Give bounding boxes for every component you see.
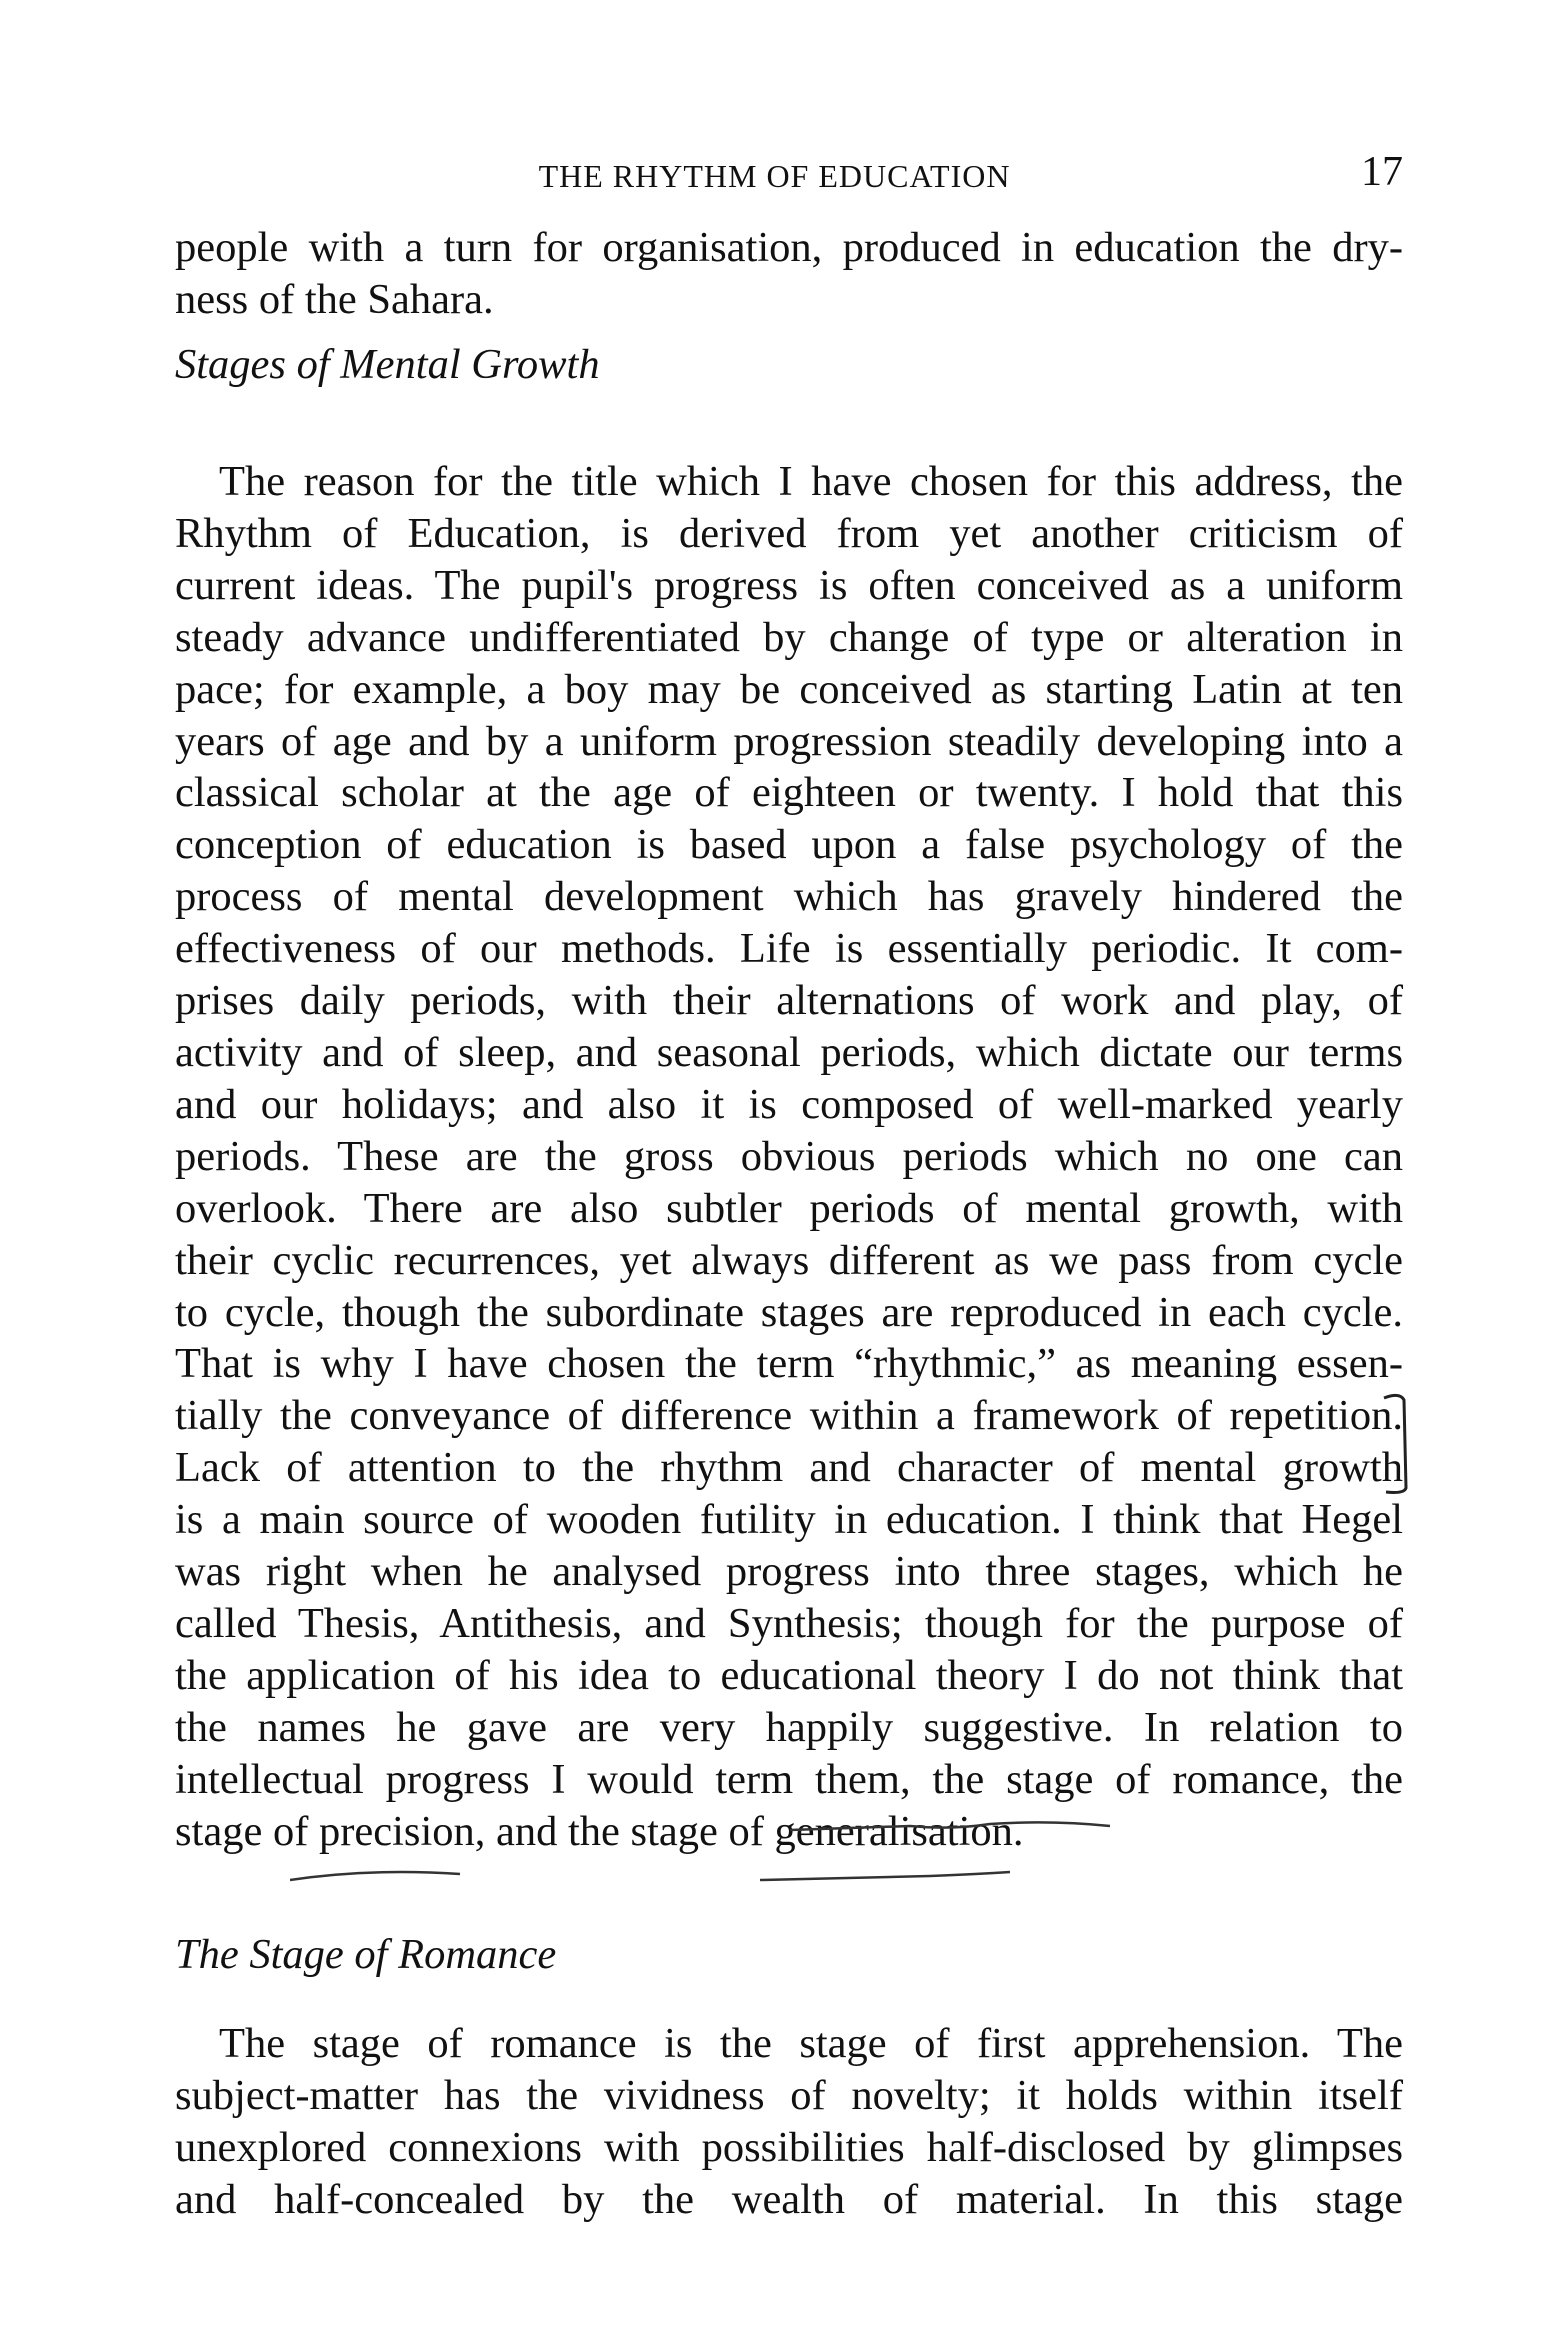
paragraph-line: intellectual progress I would term them, the stage of romance, the [175,1755,1403,1803]
paragraph-line: tially the conveyance of difference within a framework of repetition. [175,1392,1403,1440]
paragraph-line: people with a turn for organisation, produced in education the dry- [175,224,1403,271]
paragraph-line: called Thesis, Antithesis, and Synthesis; though for the purpose of [175,1599,1403,1647]
paragraph-line: the names he gave are very happily suggestive. In relation to [175,1703,1403,1751]
paragraph-line: effectiveness of our methods. Life is essentially periodic. It com- [175,925,1403,973]
paragraph-line: ness of the Sahara. [175,275,494,323]
paragraph-line: periods. These are the gross obvious periods which no one can [175,1132,1403,1180]
paragraph-line: unexplored connexions with possibilities half-disclosed by glimpses [175,2123,1403,2171]
pencil-underline-mark [290,1860,1190,1900]
paragraph-line: and half-concealed by the wealth of material. In this stage [175,2175,1403,2223]
paragraph-line: classical scholar at the age of eighteen or twenty. I hold that this [175,769,1403,817]
paragraph-line: Rhythm of Education, is derived from yet another criticism of [175,509,1403,557]
page-number: 17 [1361,149,1403,195]
paragraph-line: pace; for example, a boy may be conceived as starting Latin at ten [175,665,1403,713]
opening-paragraph [175,222,1403,326]
paragraph-line: was right when he analysed progress into three stages, which he [175,1548,1403,1596]
running-title: THE RHYTHM OF EDUCATION [538,158,1011,194]
paragraph-line: the application of his idea to educational theory I do not think that [175,1651,1403,1699]
paragraph-line: steady advance undifferentiated by change of type or alteration in [175,613,1403,661]
paragraph-line: their cyclic recurrences, yet always different as we pass from cycle [175,1236,1403,1284]
section-paragraph [175,2018,1403,2226]
paragraph-line: conception of education is based upon a false psychology of the [175,821,1403,869]
paragraph-line: The reason for the title which I have chosen for this address, the [219,458,1403,505]
section-paragraph [175,456,1403,1857]
paragraph-line: activity and of sleep, and seasonal periods, which dictate our terms [175,1028,1403,1076]
paragraph-line: overlook. There are also subtler periods of mental growth, with [175,1184,1403,1232]
paragraph-line: That is why I have chosen the term “rhythmic,” as meaning essen- [175,1340,1403,1388]
paragraph-line: prises daily periods, with their alternations of work and play, of [175,977,1403,1025]
paragraph-line: current ideas. The pupil's progress is often conceived as a uniform [175,561,1403,609]
paragraph-line: process of mental development which has gravely hindered the [175,873,1403,921]
section-heading: The Stage of Romance [175,1931,557,1978]
paragraph-line: is a main source of wooden futility in education. I think that Hegel [175,1496,1403,1544]
paragraph-line: stage of precision, and the stage of generalisation. [175,1807,1024,1855]
paragraph-line: The stage of romance is the stage of first apprehension. The [219,2020,1403,2067]
paragraph-line: to cycle, though the subordinate stages are reproduced in each cycle. [175,1288,1403,1336]
paragraph-line: and our holidays; and also it is composed of well-marked yearly [175,1080,1403,1128]
paragraph-line: years of age and by a uniform progression steadily developing into a [175,717,1403,765]
section-heading: Stages of Mental Growth [175,341,600,388]
paragraph-line: subject-matter has the vividness of novelty; it holds within itself [175,2071,1403,2119]
paragraph-line: Lack of attention to the rhythm and character of mental growth [175,1444,1403,1492]
